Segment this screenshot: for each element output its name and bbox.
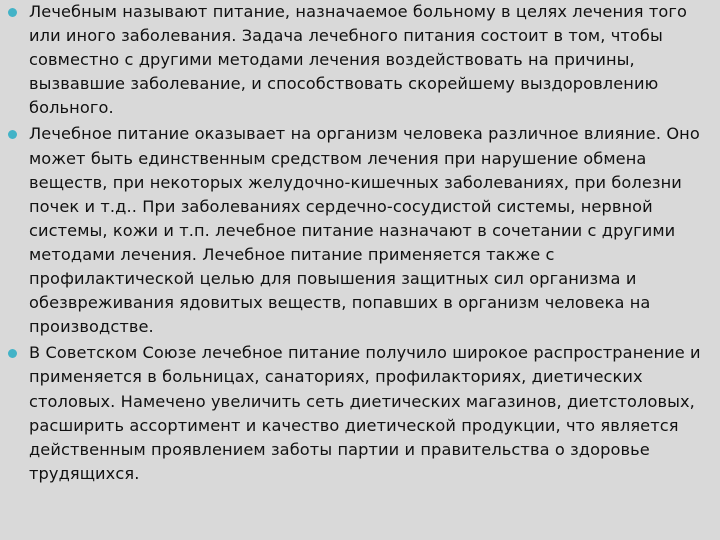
- bullet-dot-icon: [8, 130, 17, 139]
- bullet-text-1: Лечебным называют питание, назначаемое больному в целях лечения того или иного заболевания. Задача лечебного питания состоит в том, чтобы совместно с другими методами лечения воздействовать на причины, вызвавшие заболевание, и способствовать скорейшему выздоровлению больного.: [29, 2, 688, 118]
- bullet-text-3: В Советском Союзе лечебное питание получило широкое распространение и применяется в больницах, санаториях, профилакториях, диетических столовых. Намечено увеличить сеть диетических магазинов, диетстоловых, расширить ассортимент и качество диетической продукции, что является действенным проявлением заботы партии и правительства о здоровье трудящихся.: [29, 343, 701, 483]
- bullet-dot-icon: [8, 8, 17, 17]
- bullet-item-1: [0, 0, 712, 120]
- bullet-text-2: Лечебное питание оказывает на организм человека различное влияние. Оно может быть единственным средством лечения при нарушение обмена веществ, при некоторых желудочно-кишечных заболеваниях, при болезни почек и т.д.. При заболеваниях сердечно-сосудистой системы, нервной системы, кожи и т.п. лечебное питание назначают в сочетании с другими методами лечения. Лечебное питание применяется также с профилактической целью для повышения защитных сил организма и обезвреживания ядовитых веществ, попавших в организм человека на производстве.: [29, 124, 700, 337]
- bullet-item-2: [0, 122, 712, 339]
- bullet-dot-icon: [8, 349, 17, 358]
- bullet-item-3: [0, 341, 712, 486]
